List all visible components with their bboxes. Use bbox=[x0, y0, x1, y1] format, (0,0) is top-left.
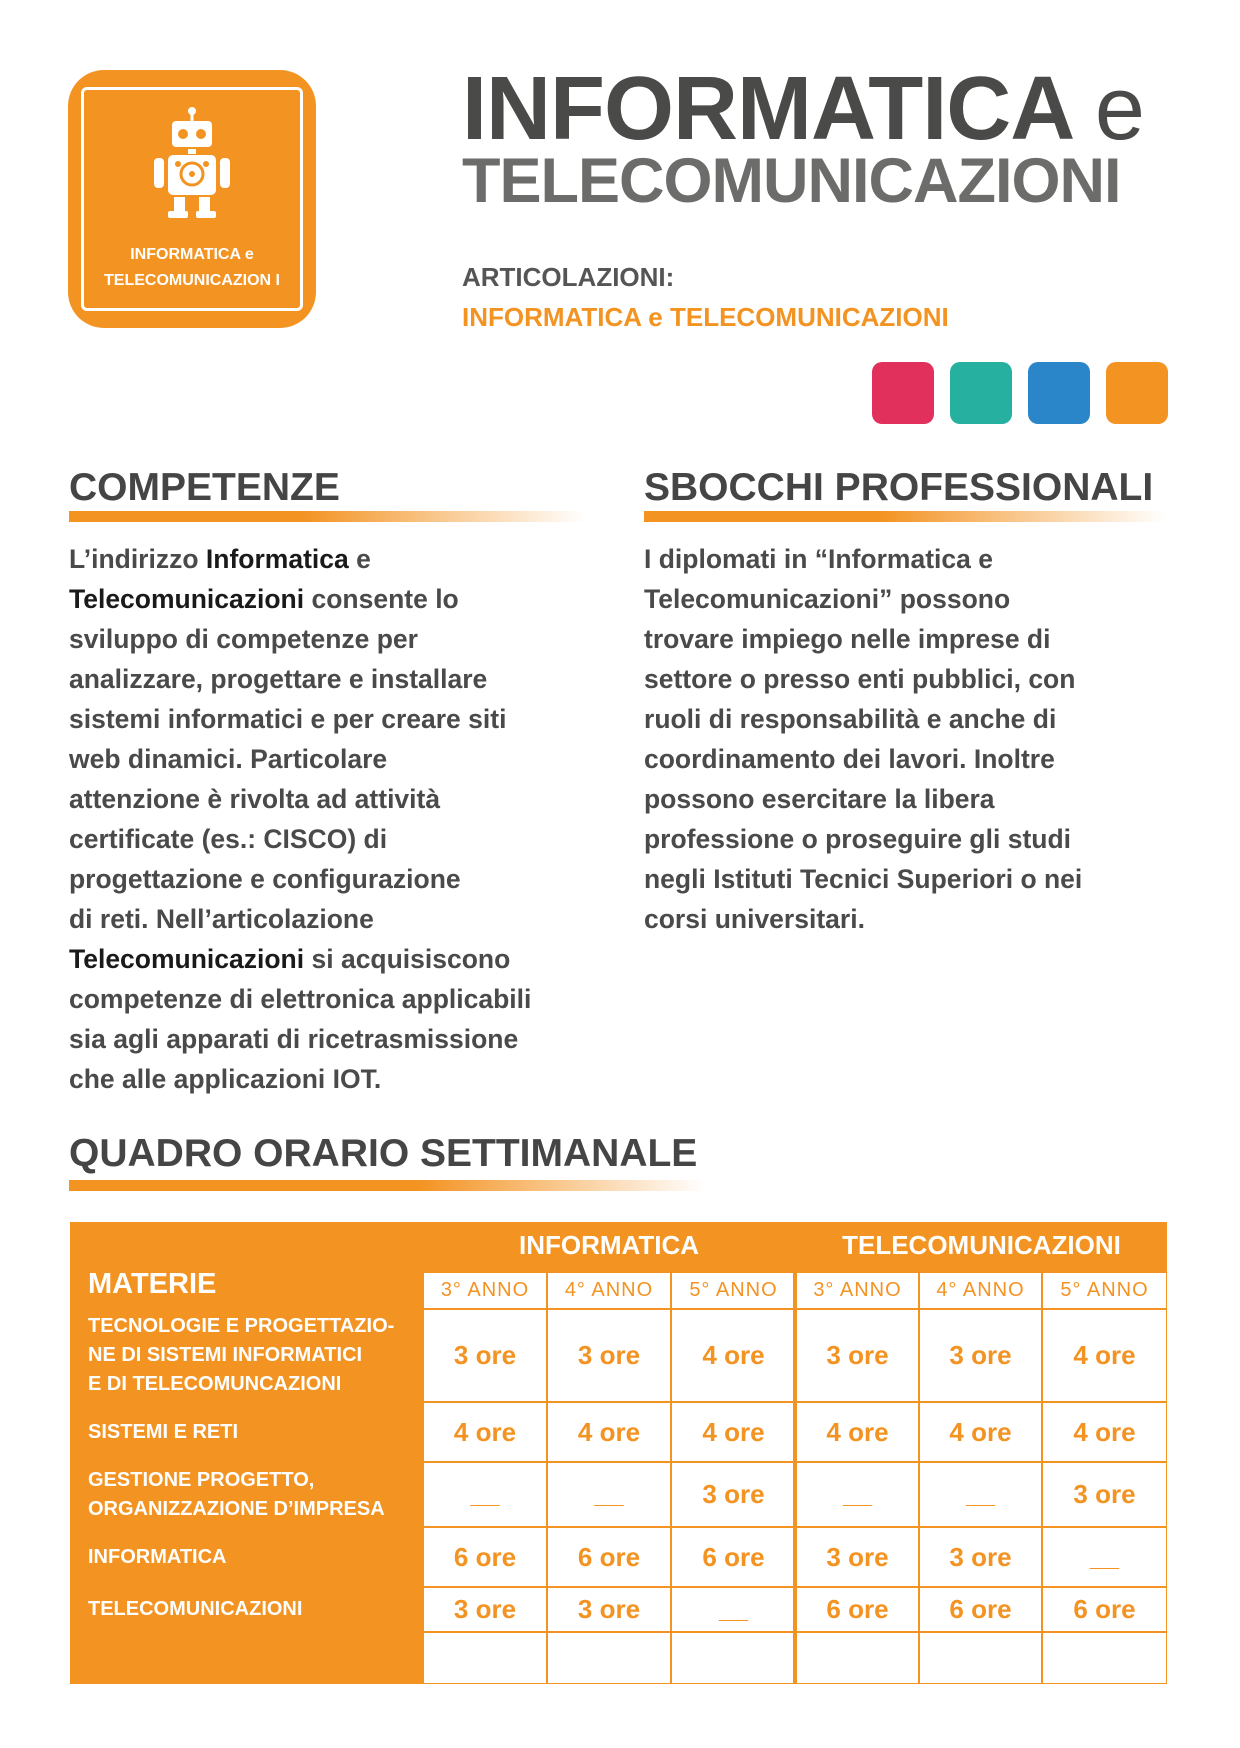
hours-cell bbox=[796, 1632, 919, 1684]
sbocchi-line: ruoli di responsabilità e anche di bbox=[644, 704, 1057, 734]
sbocchi-line: possono esercitare la libera bbox=[644, 784, 995, 814]
hours-cell: 3 ore bbox=[547, 1309, 671, 1402]
sbocchi-line: professione o proseguire gli studi bbox=[644, 824, 1072, 854]
hours-cell: 6 ore bbox=[796, 1587, 919, 1632]
subject-label-line: NE DI SISTEMI INFORMATICI bbox=[88, 1344, 363, 1366]
quadro-underline bbox=[69, 1180, 705, 1191]
robot-icon bbox=[152, 105, 232, 223]
line-emphasis: Telecomunicazioni bbox=[69, 944, 305, 974]
line-text: progettazione e configurazione bbox=[69, 864, 461, 894]
year-header: 4° ANNO bbox=[547, 1272, 671, 1309]
hours-cell: 6 ore bbox=[547, 1527, 671, 1587]
hours-cell: 3 ore bbox=[547, 1587, 671, 1632]
schedule-table bbox=[70, 1222, 1167, 1684]
group-separator bbox=[793, 1272, 797, 1684]
hours-cell: __ bbox=[423, 1462, 547, 1527]
sbocchi-line: I diplomati in “Informatica e bbox=[644, 544, 993, 574]
hours-cell: 4 ore bbox=[547, 1402, 671, 1462]
group-header-telecomunicazioni: TELECOMUNICAZIONI bbox=[842, 1230, 1121, 1260]
line-text: analizzare, progettare e installare bbox=[69, 664, 488, 694]
competenze-line bbox=[69, 619, 629, 659]
line-emphasis: Informatica bbox=[205, 544, 349, 574]
line-text: attenzione è rivolta ad attività bbox=[69, 784, 441, 814]
swatch-magenta bbox=[872, 362, 934, 424]
sbocchi-heading: SBOCCHI PROFESSIONALI bbox=[644, 466, 1154, 509]
line-text: che alle applicazioni IOT. bbox=[69, 1064, 382, 1094]
line-text: e bbox=[348, 544, 371, 574]
hours-cell: 3 ore bbox=[423, 1309, 547, 1402]
sbocchi-line: coordinamento dei lavori. Inoltre bbox=[644, 744, 1055, 774]
sbocchi-line: corsi universitari. bbox=[644, 904, 865, 934]
subject-label-line: E DI TELECOMUNCAZIONI bbox=[88, 1373, 342, 1395]
hours-cell: 4 ore bbox=[919, 1402, 1042, 1462]
sbocchi-text bbox=[644, 539, 1204, 939]
subject-label bbox=[88, 1312, 418, 1399]
hours-cell: 3 ore bbox=[423, 1587, 547, 1632]
hours-cell: 3 ore bbox=[796, 1527, 919, 1587]
line-text: L’indirizzo bbox=[69, 544, 206, 574]
competenze-line bbox=[69, 659, 629, 699]
sbocchi-line: settore o presso enti pubblici, con bbox=[644, 664, 1076, 694]
year-header: 3° ANNO bbox=[796, 1272, 919, 1309]
line-text: web dinamici. Particolare bbox=[69, 744, 388, 774]
hours-cell bbox=[671, 1632, 796, 1684]
hours-cell: 3 ore bbox=[919, 1527, 1042, 1587]
subject-label-line: INFORMATICA bbox=[88, 1545, 227, 1568]
competenze-line bbox=[69, 939, 629, 979]
hours-cell: 6 ore bbox=[1042, 1587, 1167, 1632]
hours-cell: 4 ore bbox=[671, 1309, 796, 1402]
hours-cell bbox=[547, 1632, 671, 1684]
subject-label bbox=[88, 1543, 418, 1572]
title-e: e bbox=[1094, 59, 1144, 159]
year-header: 5° ANNO bbox=[1042, 1272, 1167, 1309]
competenze-line bbox=[69, 739, 629, 779]
year-header: 3° ANNO bbox=[423, 1272, 547, 1309]
competenze-line bbox=[69, 899, 629, 939]
quadro-heading: QUADRO ORARIO SETTIMANALE bbox=[69, 1132, 698, 1175]
swatch-teal bbox=[950, 362, 1012, 424]
line-text: di reti. Nell’articolazione bbox=[69, 904, 374, 934]
hours-cell: 4 ore bbox=[423, 1402, 547, 1462]
line-text: sistemi informatici e per creare siti bbox=[69, 704, 507, 734]
swatch-orange bbox=[1106, 362, 1168, 424]
hours-cell: __ bbox=[671, 1587, 796, 1632]
year-header: 5° ANNO bbox=[671, 1272, 796, 1309]
competenze-text bbox=[69, 539, 629, 1099]
hours-cell: 6 ore bbox=[423, 1527, 547, 1587]
hours-cell: 6 ore bbox=[919, 1587, 1042, 1632]
subject-label-line: ORGANIZZAZIONE D’IMPRESA bbox=[88, 1497, 385, 1520]
subject-label-line: SISTEMI E RETI bbox=[88, 1420, 239, 1443]
hours-cell: 3 ore bbox=[919, 1309, 1042, 1402]
hours-cell: 4 ore bbox=[1042, 1309, 1167, 1402]
logo-caption-line1: INFORMATICA e bbox=[130, 246, 254, 263]
line-text: consente lo bbox=[304, 584, 459, 614]
subject-label bbox=[88, 1466, 418, 1524]
competenze-line bbox=[69, 1019, 629, 1059]
hours-cell: __ bbox=[796, 1462, 919, 1527]
swatch-blue bbox=[1028, 362, 1090, 424]
subject-label bbox=[88, 1418, 418, 1447]
line-text: sviluppo di competenze per bbox=[69, 624, 418, 654]
hours-cell: __ bbox=[547, 1462, 671, 1527]
competenze-line bbox=[69, 779, 629, 819]
sbocchi-line: Telecomunicazioni” possono bbox=[644, 584, 1011, 614]
group-header-informatica: INFORMATICA bbox=[518, 1230, 700, 1260]
hours-cell bbox=[423, 1632, 547, 1684]
competenze-line bbox=[69, 579, 629, 619]
competenze-line bbox=[69, 859, 629, 899]
page-title-line2: TELECOMUNICAZIONI bbox=[462, 146, 1121, 216]
hours-cell: 4 ore bbox=[796, 1402, 919, 1462]
hours-cell: 6 ore bbox=[671, 1527, 796, 1587]
line-text: sia agli apparati di ricetrasmissione bbox=[69, 1024, 519, 1054]
line-text: certificate (es.: CISCO) di bbox=[69, 824, 388, 854]
competenze-line bbox=[69, 819, 629, 859]
competenze-line bbox=[69, 699, 629, 739]
subject-label-line: TECNOLOGIE E PROGETTAZIO- bbox=[88, 1315, 395, 1337]
competenze-line bbox=[69, 1059, 629, 1099]
materie-label: MATERIE bbox=[88, 1268, 217, 1300]
articolazioni-label: ARTICOLAZIONI: bbox=[462, 262, 675, 292]
hours-cell: __ bbox=[919, 1462, 1042, 1527]
subject-label bbox=[88, 1595, 418, 1624]
hours-cell: 4 ore bbox=[1042, 1402, 1167, 1462]
hours-cell bbox=[919, 1632, 1042, 1684]
subject-label-line: GESTIONE PROGETTO, bbox=[88, 1468, 315, 1491]
hours-cell: 3 ore bbox=[1042, 1462, 1167, 1527]
year-header: 4° ANNO bbox=[919, 1272, 1042, 1309]
logo-caption-line2: TELECOMUNICAZION I bbox=[104, 272, 280, 289]
competenze-line bbox=[69, 979, 629, 1019]
articolazioni-value: INFORMATICA e TELECOMUNICAZIONI bbox=[462, 302, 949, 332]
competenze-underline bbox=[69, 511, 585, 522]
logo-badge bbox=[68, 70, 316, 328]
competenze-line bbox=[69, 539, 629, 579]
hours-cell: 3 ore bbox=[671, 1462, 796, 1527]
title-informatica: INFORMATICA bbox=[462, 59, 1071, 159]
subject-label-line: TELECOMUNICAZIONI bbox=[88, 1598, 303, 1620]
hours-cell: __ bbox=[1042, 1527, 1167, 1587]
line-text: competenze di elettronica applicabili bbox=[69, 984, 532, 1014]
hours-cell: 4 ore bbox=[671, 1402, 796, 1462]
hours-cell bbox=[1042, 1632, 1167, 1684]
competenze-heading: COMPETENZE bbox=[69, 466, 340, 509]
sbocchi-line: trovare impiego nelle imprese di bbox=[644, 624, 1051, 654]
hours-cell: 3 ore bbox=[796, 1309, 919, 1402]
sbocchi-underline bbox=[644, 511, 1166, 522]
sbocchi-line: negli Istituti Tecnici Superiori o nei bbox=[644, 864, 1083, 894]
line-text: si acquisiscono bbox=[304, 944, 511, 974]
line-emphasis: Telecomunicazioni bbox=[69, 584, 305, 614]
